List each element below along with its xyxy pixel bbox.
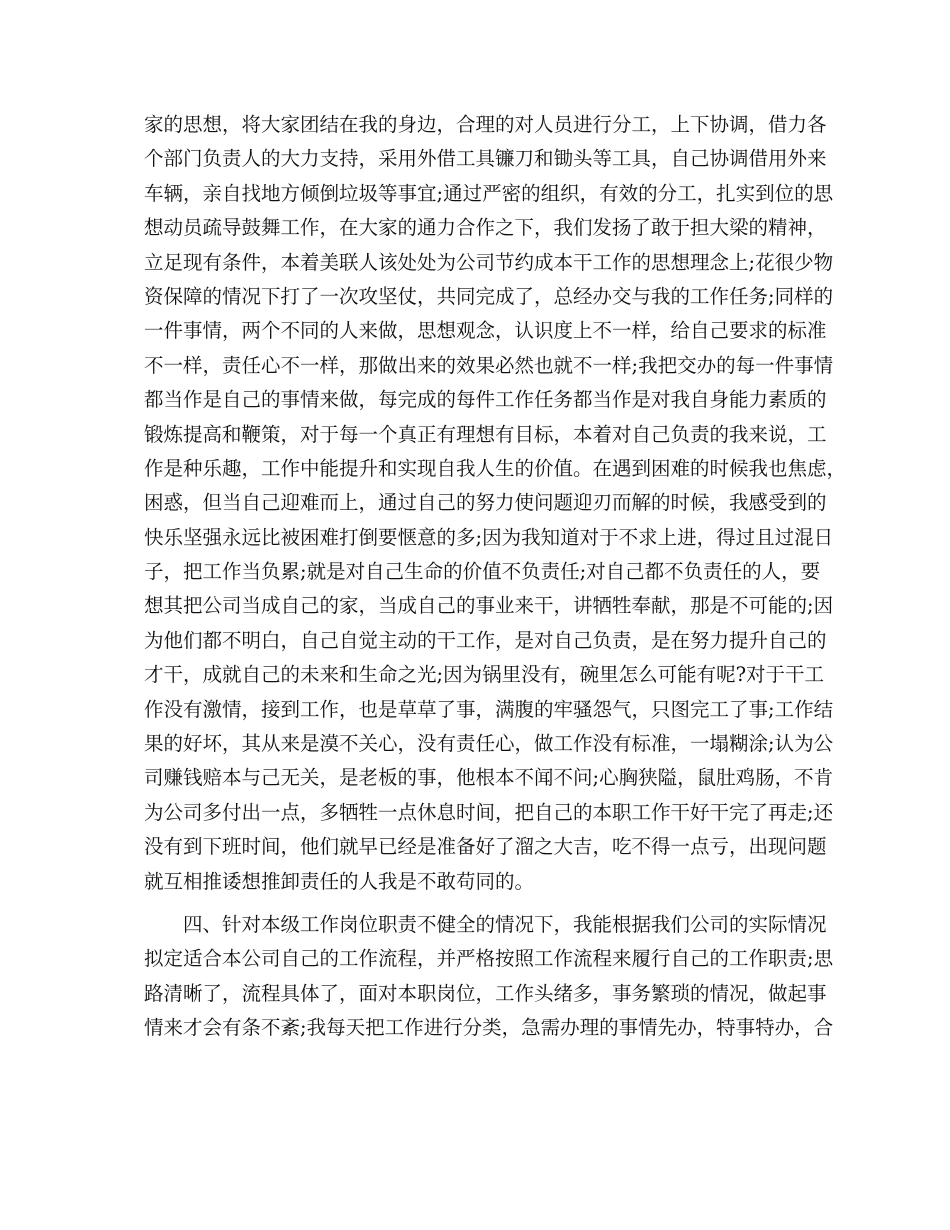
text-line: 想其把公司当成自己的家，当成自己的事业来干，讲牺牲奉献，那是不可能的;因 [144, 594, 834, 618]
text-line: 就互相推诿想推卸责任的人我是不敢苟同的。 [144, 869, 535, 893]
text-line: 才干，成就自己的未来和生命之光;因为锅里没有，碗里怎么可能有呢?对于干工 [144, 663, 825, 687]
paragraph-gap [144, 899, 809, 908]
text-line: 没有到下班时间，他们就早已经是准备好了溜之大吉，吃不得一点亏，出现问题 [144, 835, 827, 859]
text-line: 为公司多付出一点，多牺牲一点休息时间，把自己的本职工作干好干完了再走;还 [144, 800, 834, 824]
text-line: 司赚钱赔本与己无关，是老板的事，他根本不闻不问;心胸狭隘，鼠肚鸡肠，不肯 [144, 766, 834, 790]
text-line: 都当作是自己的事情来做，每完成的每件工作任务都当作是对我自身能力素质的 [144, 388, 827, 412]
text-line: 不一样，责任心不一样，那做出来的效果必然也就不一样;我把交办的每一件事情 [144, 353, 834, 377]
text-line: 作没有激情，接到工作，也是草草了事，满腹的牢骚怨气，只图完工了事;工作结 [144, 697, 834, 721]
text-line: 子，把工作当负累;就是对自己生命的价值不负责任;对自己都不负责任的人，要 [144, 560, 821, 584]
text-line: 想动员疏导鼓舞工作，在大家的通力合作之下，我们发扬了敢于担大梁的精神， [144, 216, 827, 240]
text-line: 情来才会有条不紊;我每天把工作进行分类，急需办理的事情先办，特事特办，合 [144, 1016, 834, 1040]
text-line: 困惑，但当自己迎难而上，通过自己的努力使问题迎刃而解的时候，我感受到的 [144, 491, 827, 515]
text-line: 立足现有条件，本着美联人该处处为公司节约成本干工作的思想理念上;花很少物 [144, 250, 834, 274]
text-line: 个部门负责人的大力支持，采用外借工具镰刀和锄头等工具，自己协调借用外来 [144, 147, 827, 171]
text-line: 四、针对本级工作岗位职责不健全的情况下，我能根据我们公司的实际情况 [183, 912, 827, 936]
text-line: 快乐坚强永远比被困难打倒要惬意的多;因为我知道对于不求上进，得过且过混日 [144, 525, 834, 549]
text-line: 一件事情，两个不同的人来做，思想观念，认识度上不一样，给自己要求的标准 [144, 319, 827, 343]
paragraph-2 [144, 908, 834, 1046]
text-line: 拟定适合本公司自己的工作流程，并严格按照工作流程来履行自己的工作职责;思 [144, 947, 834, 971]
text-line: 车辆，亲自找地方倾倒垃圾等事宜;通过严密的组织，有效的分工，扎实到位的思 [144, 181, 834, 205]
text-line: 作是种乐趣，工作中能提升和实现自我人生的价值。在遇到困难的时候我也焦虑， [144, 456, 847, 480]
text-line: 资保障的情况下打了一次攻坚仗，共同完成了，总经办交与我的工作任务;同样的 [144, 284, 834, 308]
body-text [144, 108, 847, 1046]
text-line: 为他们都不明白，自己自觉主动的干工作，是对自己负责，是在努力提升自己的 [144, 628, 827, 652]
text-line: 路清晰了，流程具体了，面对本职岗位，工作头绪多，事务繁琐的情况，做起事 [144, 981, 827, 1005]
text-line: 锻炼提高和鞭策，对于每一个真正有理想有目标，本着对自己负责的我来说，工 [144, 422, 827, 446]
paragraph-1 [144, 108, 847, 899]
text-line: 果的好坏，其从来是漠不关心，没有责任心，做工作没有标准，一塌糊涂;认为公 [144, 732, 834, 756]
text-line: 家的思想，将大家团结在我的身边，合理的对人员进行分工，上下协调，借力各 [144, 113, 827, 136]
